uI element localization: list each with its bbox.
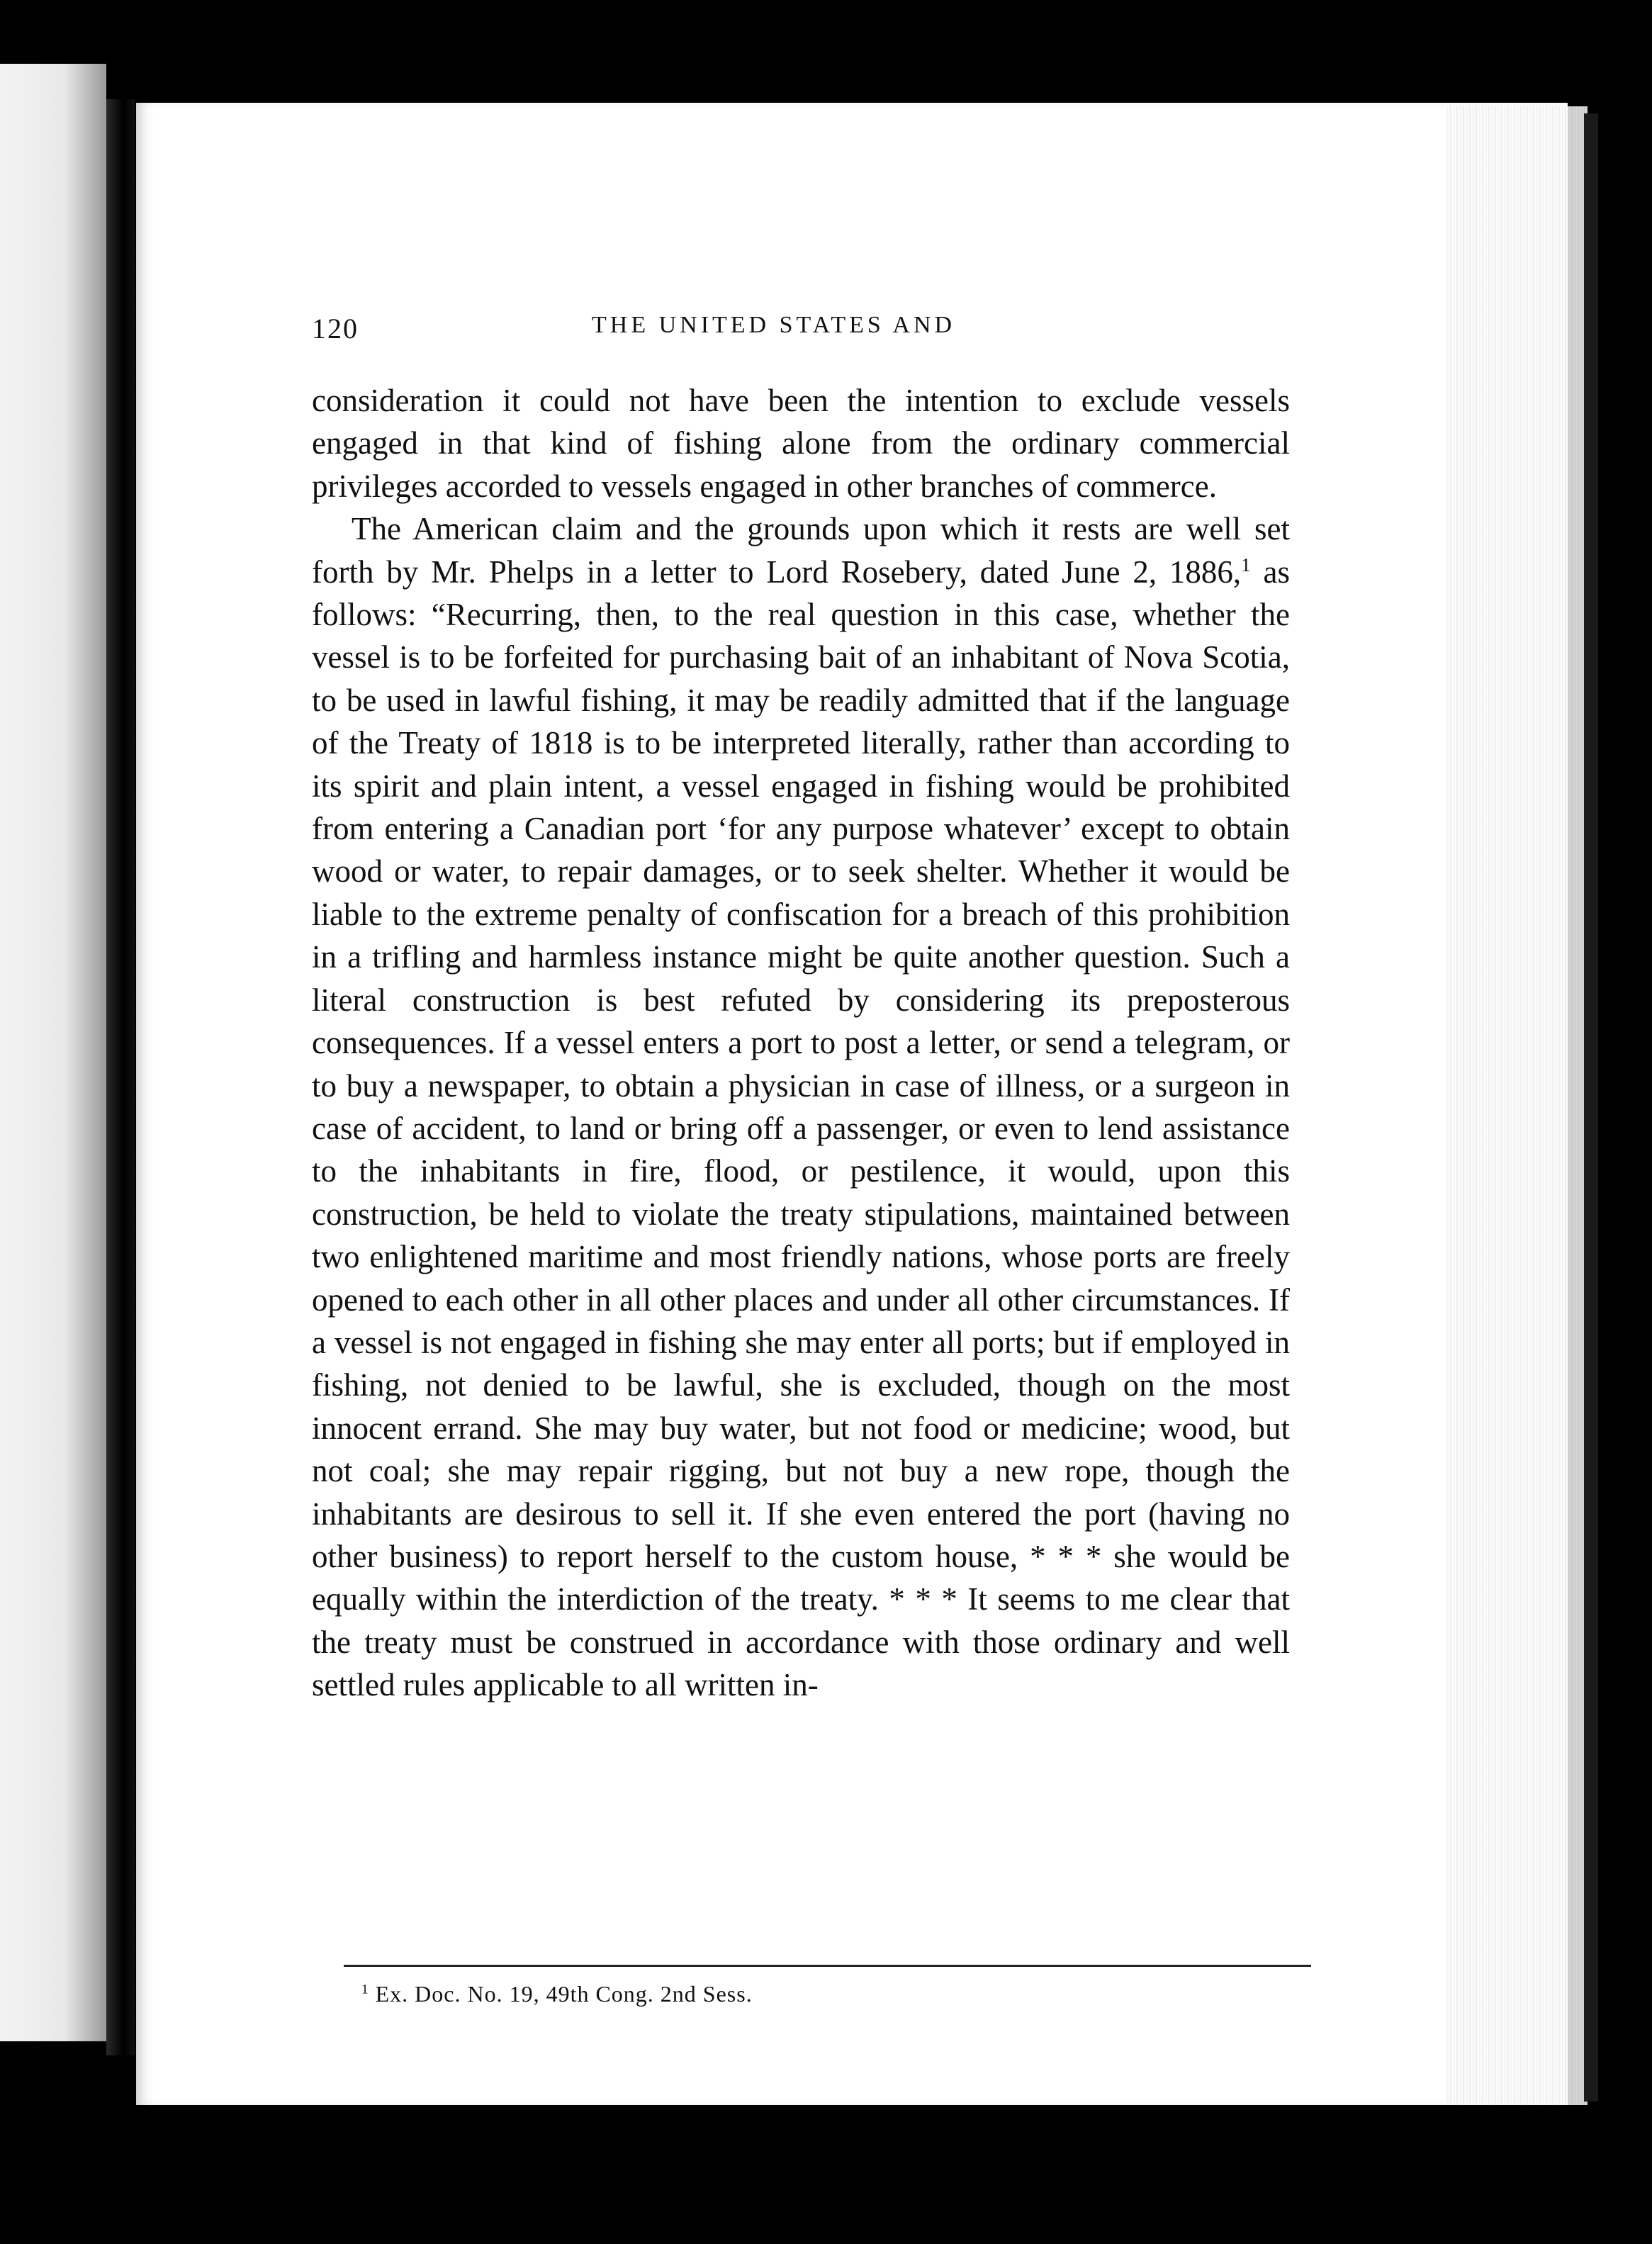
footnote-rule (344, 1965, 1311, 1967)
page-number: 120 (312, 313, 359, 344)
running-head: THE UNITED STATES AND (592, 312, 956, 338)
body-text (312, 379, 1290, 1707)
book-gutter (106, 99, 135, 2055)
footnote-text: Ex. Doc. No. 19, 49th Cong. 2nd Sess. (369, 1981, 753, 2007)
paragraph-text: as follows: “Recurring, then, to the real question in this case, whether the vessel is to be forfeited for purchasing bait of an inhabitant of Nova Scotia, to be used in lawful fishing, it may be readily admitted that if the language of the Treaty of 1818 is to be interpreted literally, rather than according to its spirit and plain intent, a vessel engaged in fishing would be prohibited from entering a Canadian port ‘for any purpose whatever’ except to obtain wood or water, to repair damages, or to seek shelter. Whether it would be liable to the extreme penalty of confiscation for a breach of this prohibition in a trifling and harmless instance might be quite another question. Such a literal construction is best refuted by considering its preposterous consequences. If a vessel enters a port to post a letter, or send a telegram, or to buy a newspaper, to obtain a physician in case of illness, or a surgeon in case of accident, to land or bring off a passenger, or even to lend assistance to the inhabitants in fire, flood, or pestilence, it would, upon this construction, be held to violate the treaty stipulations, maintained between two enlightened maritime and most friendly nations, whose ports are freely opened to each other in all other places and under all other circumstances. If a vessel is not engaged in fishing she may enter all ports; but if employed in fishing, not denied to be lawful, she is excluded, though on the most innocent errand. She may buy water, but not food or medicine; wood, but not coal; she may repair rigging, but not buy a new rope, though the inhabitants are desirous to sell it. If she even entered the port (having no other business) to report herself to the custom house, * * * she would be equally within the interdiction of the treaty. * * * It seems to me clear that the treaty must be construed in accordance with those ordinary and well settled rules applicable to all written in- (312, 554, 1290, 1703)
book-cover-edge (1584, 113, 1598, 2102)
footnote-marker: 1 (361, 1982, 369, 1997)
page-header (312, 312, 1304, 354)
footnote-reference: 1 (1241, 554, 1251, 576)
paragraph: consideration it could not have been the intention to exclude vessels engaged in that kind of fishing alone from the ordinary commercial privileges accorded to vessels engaged in other branches of commerce. (312, 383, 1290, 504)
paragraph-text: The American claim and the grounds upon which it rests are well set forth by Mr. Phelps in a letter to Lord Rosebery, dated June 2, 1886, (312, 511, 1290, 590)
facing-page-edge (0, 64, 106, 2041)
page-stack-edge (1446, 106, 1588, 2105)
footnote (361, 1981, 753, 2007)
paragraph (312, 507, 1290, 1706)
